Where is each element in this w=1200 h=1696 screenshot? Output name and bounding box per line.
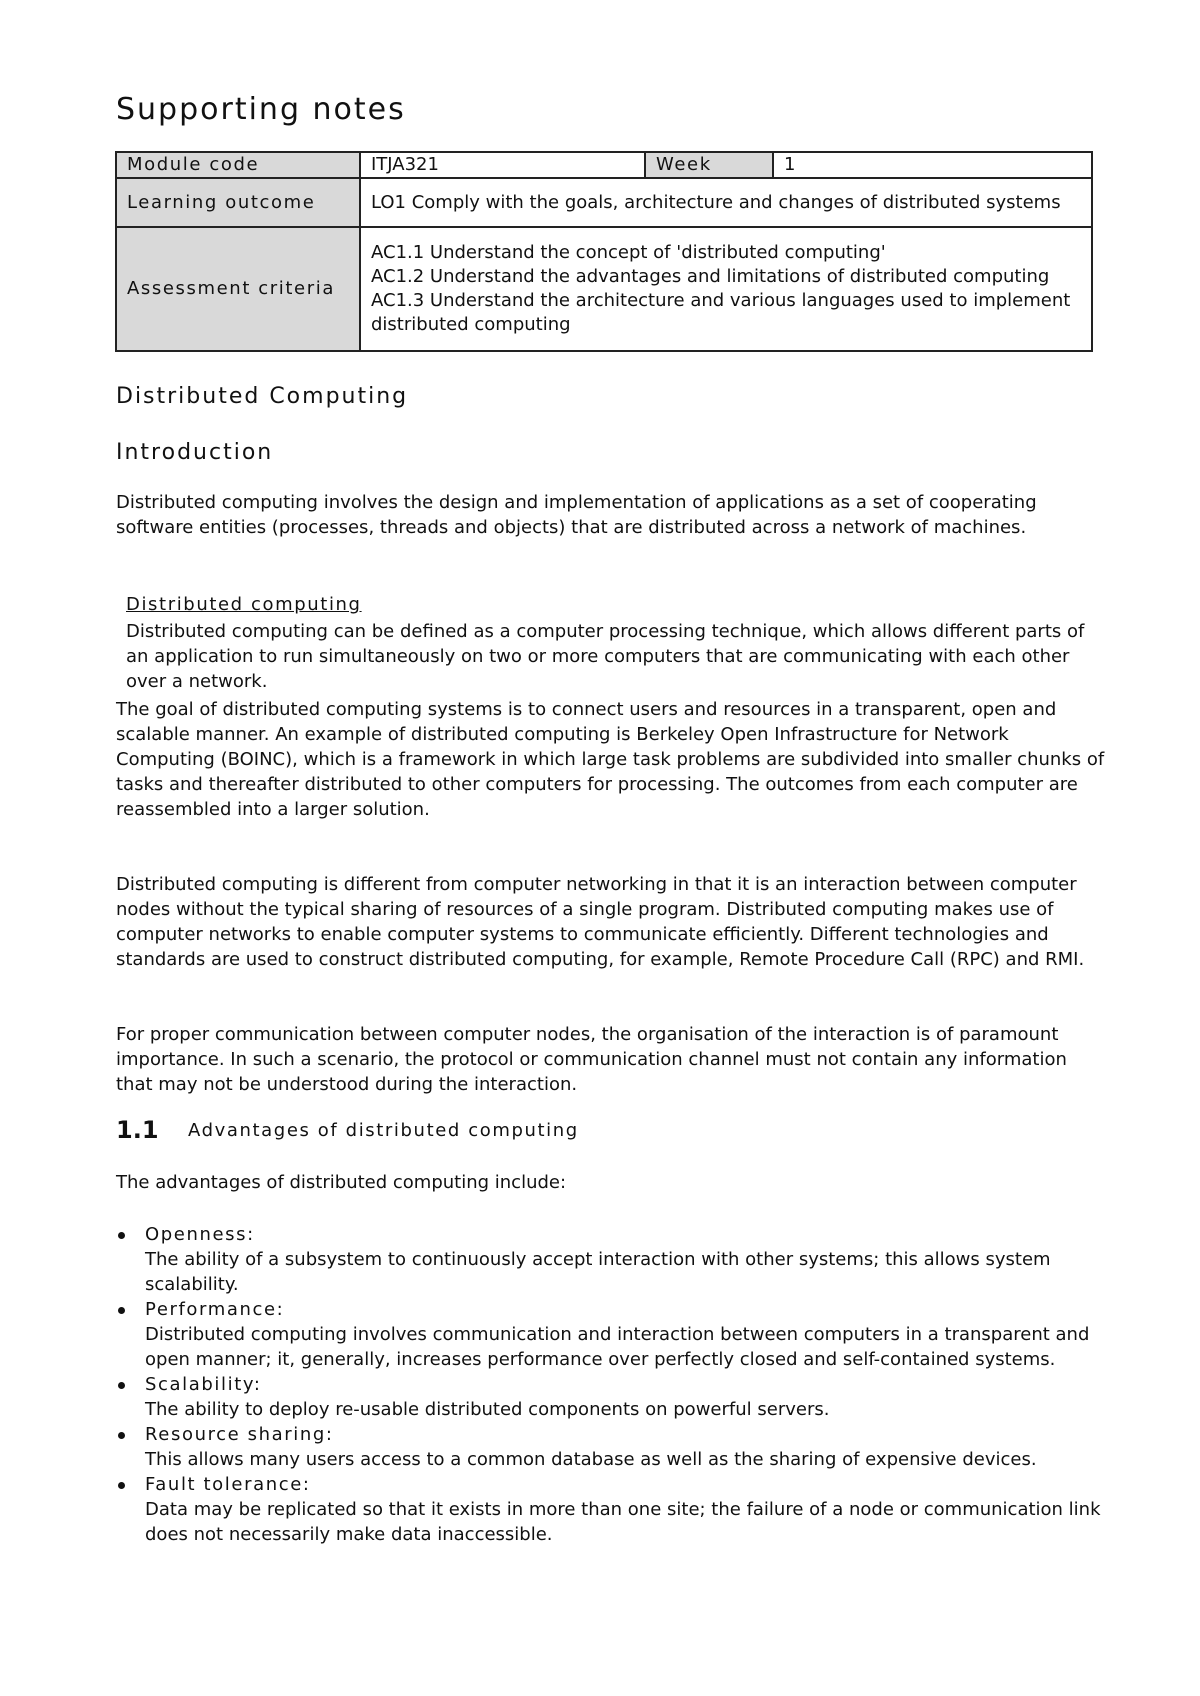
bullet-icon (118, 1382, 125, 1389)
definition-text: Distributed computing can be defined as a computer processing technique, which allows different parts of an application to run simultaneously on two or more computers that are communicating with each other over a network. (126, 621, 1085, 692)
section-lead: The advantages of distributed computing include: (116, 1172, 567, 1193)
body-paragraph: Distributed computing is different from computer networking in that it is an interaction between computer nodes without the typical sharing of resources of a single program. Distributed computing makes use of computer networks to enable computer systems to communicate efficiently. Different technologies and standards are used to construct distributed computing, for example, Remote Procedure Call (RPC) and RMI. (116, 874, 1085, 970)
criterion-item: AC1.3 Understand the architecture and various languages used to implement distributed computing (371, 290, 1071, 335)
criterion-item: AC1.2 Understand the advantages and limitations of distributed computing (371, 266, 1050, 287)
advantage-desc: The ability of a subsystem to continuously accept interaction with other systems; this allows system scalability. (145, 1249, 1051, 1295)
bullet-icon (118, 1232, 125, 1239)
advantage-term: Resource sharing: (145, 1424, 334, 1445)
week-value: 1 (773, 152, 1092, 178)
intro-paragraph: Distributed computing involves the design and implementation of applications as a set of cooperating software entities (processes, threads and objects) that are distributed across a network of machines. (116, 492, 1037, 538)
list-item (116, 1297, 1106, 1372)
list-item (116, 1222, 1106, 1297)
advantage-desc: The ability to deploy re-usable distributed components on powerful servers. (145, 1399, 830, 1420)
list-item (116, 1372, 1106, 1422)
advantage-term: Performance: (145, 1299, 285, 1320)
bullet-icon (118, 1482, 125, 1489)
advantage-desc: Distributed computing involves communication and interaction between computers in a transparent and open manner; it, generally, increases performance over perfectly closed and self-contained systems. (145, 1324, 1090, 1370)
advantage-desc: Data may be replicated so that it exists in more than one site; the failure of a node or communication link does not necessarily make data inaccessible. (145, 1499, 1101, 1545)
table-row (116, 152, 1092, 178)
body-paragraph: For proper communication between computer nodes, the organisation of the interaction is of paramount importance. In such a scenario, the protocol or communication channel must not contain any information that may not be understood during the interaction. (116, 1024, 1067, 1095)
advantage-desc: This allows many users access to a common database as well as the sharing of expensive devices. (145, 1449, 1037, 1470)
list-item (116, 1472, 1106, 1547)
module-info-table (115, 151, 1093, 352)
subsection-heading: Introduction (116, 440, 274, 465)
table-row (116, 178, 1092, 227)
section-title: Advantages of distributed computing (188, 1120, 579, 1141)
bullet-icon (118, 1307, 125, 1314)
week-label: Week (645, 152, 773, 178)
advantage-term: Openness: (145, 1224, 255, 1245)
module-code-label: Module code (116, 152, 360, 178)
learning-outcome-value: LO1 Comply with the goals, architecture and changes of distributed systems (360, 178, 1092, 227)
advantage-term: Fault tolerance: (145, 1474, 311, 1495)
list-item (116, 1422, 1106, 1472)
advantages-list (116, 1222, 1106, 1547)
section-number: 1.1 (116, 1116, 159, 1144)
module-code-value: ITJA321 (360, 152, 645, 178)
definition-term: Distributed computing (126, 594, 362, 615)
section-heading: Distributed Computing (116, 384, 409, 409)
bullet-icon (118, 1432, 125, 1439)
learning-outcome-label: Learning outcome (116, 178, 360, 227)
advantage-term: Scalability: (145, 1374, 262, 1395)
criterion-item: AC1.1 Understand the concept of 'distributed computing' (371, 242, 886, 263)
assessment-criteria-list (360, 227, 1092, 351)
page-title: Supporting notes (116, 92, 406, 127)
table-row (116, 227, 1092, 351)
assessment-criteria-label: Assessment criteria (116, 227, 360, 351)
body-paragraph: The goal of distributed computing systems is to connect users and resources in a transparent, open and scalable manner. An example of distributed computing is Berkeley Open Infrastructure for Network Computing (BOINC), which is a framework in which large task problems are subdivided into smaller chunks of tasks and thereafter distributed to other computers for processing. The outcomes from each computer are reassembled into a larger solution. (116, 699, 1105, 820)
